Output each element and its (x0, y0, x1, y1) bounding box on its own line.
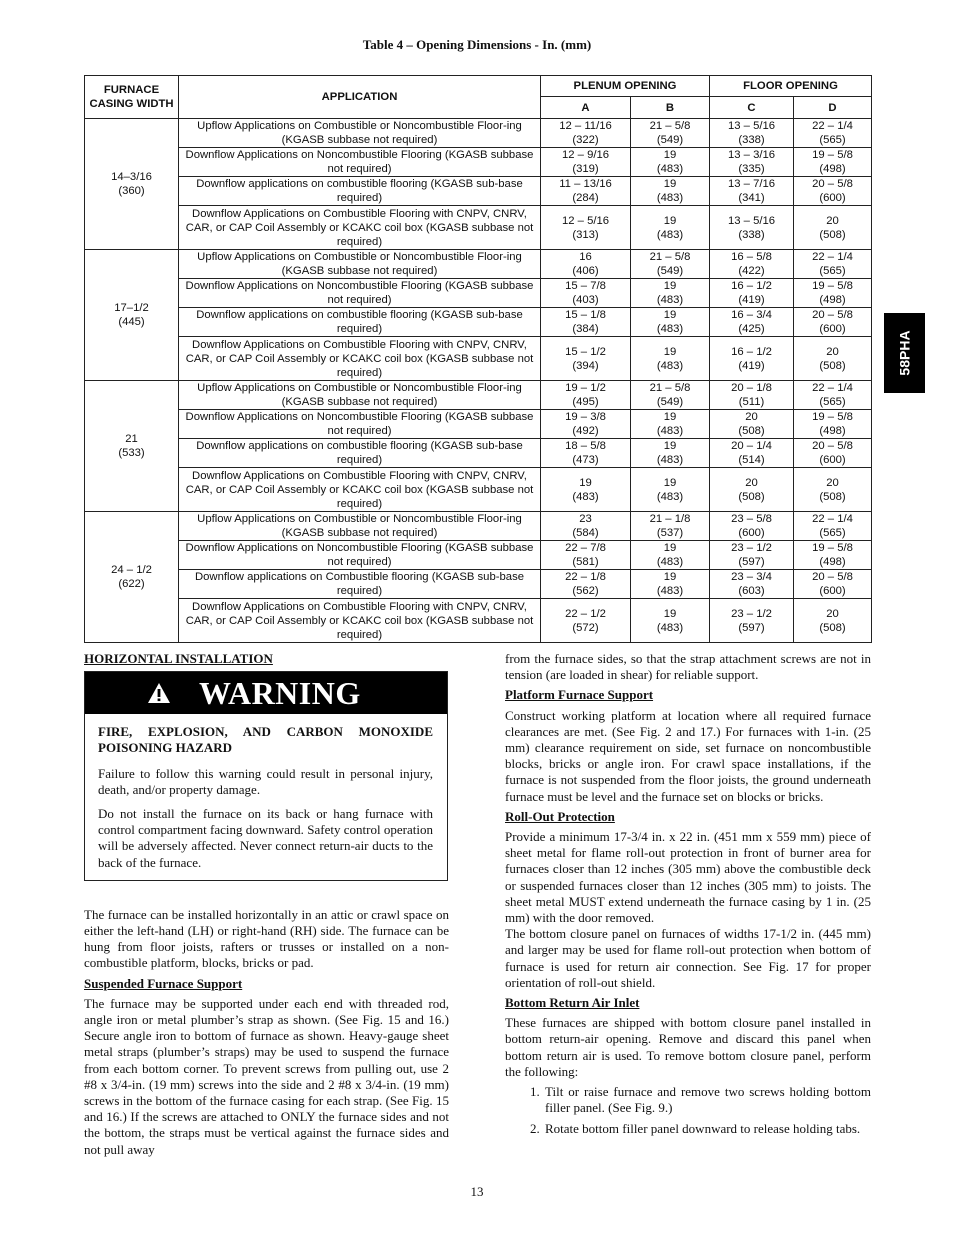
casing-width-in: 14–3/16 (111, 171, 152, 183)
dimension-c-cell (710, 206, 794, 250)
dimension-b-mm: (483) (656, 621, 684, 634)
dimension-d-mm: (565) (819, 134, 846, 146)
dimension-d-in: 22 – 1/4 (812, 251, 853, 263)
dimension-c-cell (710, 468, 794, 512)
application-cell: Downflow Applications on Combustible Flooring with CNPV, CNRV, CAR, or CAP Coil Assembly or KCAKC coil box (KGASB subbase not required) (179, 468, 541, 512)
opening-dimensions-table (84, 75, 872, 643)
dimension-c-in: 20 (745, 411, 758, 423)
dimension-b-cell (631, 381, 710, 410)
dimension-d-cell (794, 468, 872, 512)
rollout-protection-text-1: Provide a minimum 17-3/4 in. x 22 in. (451 mm x 559 mm) piece of sheet metal for flame roll-out protection in front of burner area for furnaces closer than 12 inches (305 mm) above the combustible deck or suspended furnaces closer than 12 inches (305 mm) to joists. The sheet metal MUST extend underneath the furnace casing by 1 in. (25 mm) with the door removed. (505, 829, 871, 926)
table-row (85, 541, 872, 570)
dimension-d-mm: (600) (819, 192, 846, 204)
casing-width-cell (85, 119, 179, 250)
application-cell: Downflow Applications on Noncombustible Flooring (KGASB subbase not required) (179, 541, 541, 570)
dimension-c-in: 23 – 3/4 (731, 571, 772, 583)
dimension-b-in: 19 (663, 607, 677, 620)
dimension-d-cell (794, 541, 872, 570)
application-cell: Downflow Applications on Combustible Flooring with CNPV, CNRV, CAR, or CAP Coil Assembly or KCAKC coil box (KGASB subbase not required) (179, 599, 541, 643)
dimension-d-mm: (498) (819, 163, 846, 175)
warning-title: WARNING (199, 675, 361, 712)
application-cell: Downflow applications on combustible flooring (KGASB sub-base required) (179, 439, 541, 468)
dimension-d-in: 19 – 5/8 (812, 280, 853, 292)
dimension-d-in: 20 (826, 345, 839, 358)
dimension-a-mm: (406) (572, 265, 599, 277)
dimension-a-cell (541, 468, 631, 512)
warning-header (85, 672, 447, 714)
dimension-a-cell (541, 177, 631, 206)
dimension-a-in: 11 – 13/16 (559, 178, 612, 190)
dimension-b-mm: (483) (656, 490, 684, 503)
dimension-a-cell (541, 279, 631, 308)
casing-width-mm: (445) (118, 316, 145, 328)
dimension-b-in: 19 (663, 411, 677, 423)
dimension-a-in: 18 – 5/8 (565, 440, 606, 452)
dimension-c-mm: (338) (738, 134, 765, 146)
casing-width-in: 24 – 1/2 (111, 564, 152, 576)
dimension-c-in: 16 – 1/2 (731, 345, 772, 358)
dimension-c-in: 16 – 1/2 (731, 280, 772, 292)
dimension-a-in: 22 – 1/2 (565, 607, 606, 620)
dimension-b-in: 19 (663, 309, 677, 321)
table-row (85, 337, 872, 381)
dimension-b-mm: (549) (656, 265, 684, 277)
table-body (85, 119, 872, 643)
left-column (84, 651, 449, 1162)
dimension-c-in: 13 – 5/16 (727, 214, 776, 227)
dimension-c-mm: (341) (738, 192, 765, 204)
dimension-b-cell (631, 439, 710, 468)
dimension-d-cell (794, 148, 872, 177)
dimension-d-cell (794, 250, 872, 279)
bottom-return-heading: Bottom Return Air Inlet (505, 995, 640, 1011)
dimension-a-mm: (313) (572, 228, 599, 241)
dimension-d-in: 19 – 5/8 (812, 411, 853, 423)
dimension-a-in: 12 – 9/16 (561, 149, 610, 161)
table-row (85, 570, 872, 599)
dimension-a-mm: (319) (572, 163, 599, 175)
dimension-d-mm: (498) (819, 425, 846, 437)
dimension-d-cell (794, 337, 872, 381)
table-row (85, 177, 872, 206)
dimension-c-mm: (419) (738, 359, 765, 372)
dimension-d-in: 20 – 5/8 (812, 178, 853, 190)
dimension-c-mm: (514) (738, 454, 765, 466)
dimension-b-cell (631, 468, 710, 512)
dimension-d-in: 19 – 5/8 (812, 149, 853, 161)
dimension-a-in: 19 – 1/2 (565, 382, 606, 394)
horizontal-intro: The furnace can be installed horizontally in an attic or crawl space on either the left-hand (LH) or right-hand (RH) side. The furnace can be hung from floor joists, rafters or trusses or installed on a non-combustible platform, blocks, bricks or pad. (84, 906, 449, 971)
dimension-c-cell (710, 119, 794, 148)
dimension-c-in: 20 – 1/8 (731, 382, 772, 394)
dimension-b-cell (631, 119, 710, 148)
dimension-b-mm: (483) (656, 556, 684, 568)
dimension-d-mm: (508) (819, 359, 846, 372)
dimension-c-mm: (603) (738, 585, 765, 597)
dimension-d-cell (794, 512, 872, 541)
dimension-c-in: 13 – 7/16 (727, 178, 776, 190)
casing-width-mm: (533) (118, 447, 145, 459)
table-row (85, 206, 872, 250)
dimension-a-mm: (584) (572, 527, 599, 539)
dimension-b-in: 19 (663, 542, 677, 554)
dimension-c-mm: (425) (738, 323, 765, 335)
dimension-d-cell (794, 381, 872, 410)
dimension-b-cell (631, 177, 710, 206)
dimension-a-mm: (394) (572, 359, 599, 372)
dimension-d-in: 22 – 1/4 (812, 120, 853, 132)
dimension-b-cell (631, 279, 710, 308)
dimension-c-in: 16 – 3/4 (731, 309, 772, 321)
dimension-d-mm: (565) (819, 265, 846, 277)
dimension-b-in: 21 – 5/8 (649, 382, 691, 394)
dimension-a-mm: (483) (572, 490, 599, 503)
dimension-c-mm: (335) (738, 163, 765, 175)
right-column (505, 651, 871, 1143)
dimension-a-mm: (572) (572, 621, 599, 634)
dimension-b-cell (631, 148, 710, 177)
dimension-d-cell (794, 410, 872, 439)
dimension-c-cell (710, 279, 794, 308)
dimension-a-in: 15 – 1/8 (565, 309, 606, 321)
dimension-c-mm: (597) (738, 621, 765, 634)
application-cell: Downflow applications on combustible flooring (KGASB sub-base required) (179, 308, 541, 337)
dimension-d-mm: (565) (819, 396, 846, 408)
dimension-d-cell (794, 177, 872, 206)
dimension-a-in: 12 – 5/16 (561, 214, 610, 227)
dimension-d-mm: (600) (819, 585, 846, 597)
dimension-c-in: 20 (745, 476, 758, 489)
header-a: A (541, 97, 631, 119)
dimension-a-mm: (284) (572, 192, 599, 204)
header-plenum-opening: PLENUM OPENING (541, 76, 710, 97)
dimension-b-mm: (549) (656, 134, 684, 146)
dimension-d-cell (794, 206, 872, 250)
dimension-a-mm: (403) (572, 294, 599, 306)
dimension-a-in: 16 (579, 251, 592, 263)
page-number: 13 (470, 1184, 484, 1199)
application-cell: Downflow Applications on Combustible Flooring with CNPV, CNRV, CAR, or CAP Coil Assembly or KCAKC coil box (KGASB subbase not required) (179, 337, 541, 381)
dimension-d-in: 20 – 5/8 (812, 309, 853, 321)
dimension-c-cell (710, 599, 794, 643)
dimension-c-cell (710, 541, 794, 570)
dimension-d-mm: (600) (819, 323, 846, 335)
dimension-c-cell (710, 410, 794, 439)
header-b: B (631, 97, 710, 119)
dimension-d-in: 22 – 1/4 (812, 513, 853, 525)
dimension-c-mm: (422) (738, 265, 765, 277)
dimension-a-cell (541, 599, 631, 643)
dimension-d-in: 20 – 5/8 (812, 440, 853, 452)
application-cell: Downflow Applications on Noncombustible Flooring (KGASB subbase not required) (179, 279, 541, 308)
dimension-a-in: 23 (579, 513, 592, 525)
application-cell: Downflow Applications on Noncombustible Flooring (KGASB subbase not required) (179, 410, 541, 439)
table-row (85, 599, 872, 643)
bottom-return-text: These furnaces are shipped with bottom closure panel installed in bottom return-air opening. Remove and discard this panel when bottom return air is used. To remove bottom closure panel, perform the following: (505, 1015, 871, 1079)
warning-icon (147, 682, 171, 704)
dimension-b-in: 19 (663, 178, 677, 190)
application-cell: Upflow Applications on Combustible or Noncombustible Floor-ing (KGASB subbase not required) (179, 250, 541, 279)
application-cell: Upflow Applications on Combustible or Noncombustible Floor-ing (KGASB subbase not required) (179, 381, 541, 410)
dimension-c-in: 13 – 5/16 (727, 120, 776, 132)
dimension-c-mm: (508) (738, 425, 765, 437)
application-cell: Upflow Applications on Combustible or Noncombustible Floor-ing (KGASB subbase not required) (179, 119, 541, 148)
dimension-c-cell (710, 148, 794, 177)
dimension-d-in: 19 – 5/8 (812, 542, 853, 554)
dimension-d-in: 20 (826, 607, 839, 620)
platform-support-heading: Platform Furnace Support (505, 687, 654, 703)
dimension-b-in: 21 – 5/8 (649, 251, 691, 263)
dimension-d-cell (794, 279, 872, 308)
dimension-b-in: 19 (663, 214, 677, 227)
section-tab (884, 313, 925, 393)
header-d: D (794, 97, 872, 119)
step-item: 2. Rotate bottom filler panel downward to release holding tabs. (543, 1121, 871, 1137)
dimension-d-in: 20 – 5/8 (812, 571, 853, 583)
table-row (85, 512, 872, 541)
platform-support-text: Construct working platform at location where all required furnace clearances are met. (See Fig. 2 and 17.) For furnaces with 1-in. (25 mm) clearance requirement on side, set furnace on noncombustible blocks, bricks or angle iron. For crawl space installations, if the furnace is not suspended from the floor joists, the ground underneath furnace must be level and the furnace set on blocks or bricks. (505, 707, 871, 804)
casing-width-cell (85, 381, 179, 512)
dimension-a-in: 15 – 7/8 (565, 280, 606, 292)
dimension-d-cell (794, 570, 872, 599)
header-casing-width: FURNACE CASING WIDTH (85, 76, 179, 119)
dimension-d-mm: (600) (819, 454, 846, 466)
dimension-a-mm: (322) (572, 134, 599, 146)
application-cell: Downflow Applications on Combustible Flooring with CNPV, CNRV, CAR, or CAP Coil Assembly or KCAKC coil box (KGASB subbase not required) (179, 206, 541, 250)
dimension-b-mm: (483) (656, 192, 684, 204)
dimension-b-cell (631, 206, 710, 250)
dimension-b-in: 19 (663, 440, 677, 452)
dimension-a-mm: (492) (572, 425, 599, 437)
dimension-a-cell (541, 250, 631, 279)
warning-body (85, 714, 447, 880)
dimension-a-mm: (473) (572, 454, 599, 466)
table-row (85, 148, 872, 177)
dimension-d-mm: (508) (819, 621, 846, 634)
dimension-c-mm: (419) (738, 294, 765, 306)
application-cell: Upflow Applications on Combustible or Noncombustible Floor-ing (KGASB subbase not required) (179, 512, 541, 541)
dimension-d-mm: (508) (819, 228, 846, 241)
dimension-c-in: 23 – 5/8 (731, 513, 772, 525)
application-cell: Downflow applications on Combustible flooring (KGASB sub-base required) (179, 570, 541, 599)
dimension-c-cell (710, 439, 794, 468)
section-tab-label: 58PHA (896, 330, 913, 376)
dimension-b-cell (631, 410, 710, 439)
dimension-b-in: 21 – 5/8 (649, 120, 691, 132)
dimension-c-mm: (511) (738, 396, 765, 408)
dimension-a-cell (541, 337, 631, 381)
dimension-b-cell (631, 512, 710, 541)
table-row (85, 250, 872, 279)
table-row (85, 308, 872, 337)
horizontal-installation-heading: HORIZONTAL INSTALLATION (84, 651, 273, 666)
dimension-a-mm: (384) (572, 323, 599, 335)
dimension-b-cell (631, 570, 710, 599)
dimension-a-cell (541, 148, 631, 177)
dimension-c-in: 23 – 1/2 (731, 542, 772, 554)
warning-box (84, 671, 448, 881)
dimension-c-cell (710, 381, 794, 410)
header-application: APPLICATION (179, 76, 541, 119)
dimension-c-in: 13 – 3/16 (727, 149, 776, 161)
dimension-c-in: 20 – 1/4 (731, 440, 772, 452)
application-cell: Downflow applications on combustible flooring (KGASB sub-base required) (179, 177, 541, 206)
dimension-b-mm: (483) (656, 425, 684, 437)
table-row (85, 279, 872, 308)
dimension-c-cell (710, 177, 794, 206)
dimension-d-mm: (498) (819, 556, 846, 568)
dimension-c-in: 23 – 1/2 (731, 607, 772, 620)
dimension-c-in: 16 – 5/8 (731, 251, 772, 263)
casing-width-in: 17–1/2 (114, 302, 149, 314)
dimension-a-cell (541, 439, 631, 468)
dimension-a-cell (541, 570, 631, 599)
dimension-d-mm: (565) (819, 527, 846, 539)
table-row (85, 439, 872, 468)
dimension-d-mm: (498) (819, 294, 846, 306)
dimension-d-in: 22 – 1/4 (812, 382, 853, 394)
dimension-b-cell (631, 250, 710, 279)
header-c: C (710, 97, 794, 119)
dimension-b-in: 19 (663, 149, 677, 161)
table-row (85, 468, 872, 512)
casing-width-in: 21 (125, 433, 138, 445)
dimension-a-mm: (581) (572, 556, 599, 568)
bottom-return-steps (505, 1084, 871, 1138)
dimension-a-in: 12 – 11/16 (559, 120, 612, 132)
dimension-c-cell (710, 512, 794, 541)
dimension-a-cell (541, 410, 631, 439)
dimension-c-mm: (600) (738, 527, 765, 539)
dimension-b-in: 19 (663, 571, 677, 583)
dimension-a-in: 22 – 7/8 (565, 542, 606, 554)
table-row (85, 410, 872, 439)
dimension-a-in: 22 – 1/8 (565, 571, 606, 583)
dimension-c-mm: (508) (738, 490, 765, 503)
dimension-d-cell (794, 119, 872, 148)
dimension-b-mm: (483) (656, 585, 684, 597)
dimension-a-in: 15 – 1/2 (565, 345, 606, 358)
dimension-b-mm: (483) (656, 323, 684, 335)
dimension-a-cell (541, 206, 631, 250)
dimension-b-cell (631, 599, 710, 643)
dimension-d-cell (794, 308, 872, 337)
dimension-c-cell (710, 570, 794, 599)
table-row (85, 119, 872, 148)
dimension-b-in: 19 (663, 476, 677, 489)
dimension-c-mm: (338) (738, 228, 765, 241)
dimension-b-cell (631, 541, 710, 570)
dimension-b-mm: (483) (656, 454, 684, 466)
header-floor-opening: FLOOR OPENING (710, 76, 872, 97)
dimension-d-cell (794, 439, 872, 468)
casing-width-cell (85, 512, 179, 643)
dimension-a-mm: (562) (572, 585, 599, 597)
rollout-protection-heading: Roll-Out Protection (505, 808, 615, 824)
dimension-c-mm: (597) (738, 556, 765, 568)
dimension-b-cell (631, 308, 710, 337)
dimension-d-mm: (508) (819, 490, 846, 503)
warning-text-1: Failure to follow this warning could result in personal injury, death, and/or property damage. (98, 765, 433, 797)
dimension-d-in: 20 (826, 214, 839, 227)
rollout-protection-text-2: The bottom closure panel on furnaces of widths 17-1/2 in. (445 mm) and larger may be used for flame roll-out protection when bottom of furnace is used for return air connection. See Fig. 17 for proper orientation of roll-out shield. (505, 926, 871, 990)
dimension-b-mm: (483) (656, 163, 684, 175)
suspended-continued-text: from the furnace sides, so that the strap attachment screws are not in tension (are loaded in shear) for reliable support. (505, 651, 871, 683)
dimension-b-mm: (537) (656, 527, 684, 539)
suspended-support-heading: Suspended Furnace Support (84, 975, 243, 991)
step-item: 1. Tilt or raise furnace and remove two screws holding bottom filler panel. (See Fig. 9.) (543, 1084, 871, 1116)
casing-width-mm: (622) (118, 578, 145, 590)
dimension-a-mm: (495) (572, 396, 599, 408)
warning-text-2: Do not install the furnace on its back or hang furnace with control compartment facing downward. Safety control operation will be adversely affected. Never connect return-air ducts to the back of the furnace. (98, 806, 433, 870)
dimension-a-cell (541, 512, 631, 541)
dimension-b-mm: (549) (656, 396, 684, 408)
dimension-d-cell (794, 599, 872, 643)
table-row (85, 381, 872, 410)
dimension-b-mm: (483) (656, 228, 684, 241)
casing-width-cell (85, 250, 179, 381)
dimension-d-in: 20 (826, 476, 839, 489)
dimension-c-cell (710, 250, 794, 279)
dimension-a-cell (541, 381, 631, 410)
application-cell: Downflow Applications on Noncombustible Flooring (KGASB subbase not required) (179, 148, 541, 177)
dimension-a-in: 19 – 3/8 (565, 411, 606, 423)
dimension-b-in: 19 (663, 345, 677, 358)
warning-hazard: FIRE, EXPLOSION, AND CARBON MONOXIDE POISONING HAZARD (98, 724, 433, 756)
dimension-b-mm: (483) (656, 359, 684, 372)
dimension-c-cell (710, 337, 794, 381)
dimension-b-in: 21 – 1/8 (649, 513, 691, 525)
dimension-a-cell (541, 119, 631, 148)
table-title: Table 4 – Opening Dimensions - In. (mm) (362, 37, 592, 52)
dimension-b-mm: (483) (656, 294, 684, 306)
dimension-c-cell (710, 308, 794, 337)
dimension-b-in: 19 (663, 280, 677, 292)
dimension-a-cell (541, 541, 631, 570)
dimension-a-in: 19 (579, 476, 592, 489)
casing-width-mm: (360) (118, 185, 145, 197)
suspended-support-text: The furnace may be supported under each end with threaded rod, angle iron or metal plumber’s strap as shown. (See Fig. 15 and 16.) Secure angle iron to bottom of furnace as shown. Heavy-gauge sheet metal straps (plumber’s straps) may be used to suspend the furnace from each bottom corner. To prevent screws from pulling out, use 2 #8 x 3/4-in. (19 mm) screws into the side and 2 #8 x 3/4-in. (19 mm) screws in the bottom of the furnace casing for each strap. (See Fig. 15 and 16.) If the screws are attached to ONLY the furnace sides and not the bottom, the straps must be vertical against the furnace sides and not pull away (84, 995, 449, 1157)
dimension-a-cell (541, 308, 631, 337)
dimension-b-cell (631, 337, 710, 381)
